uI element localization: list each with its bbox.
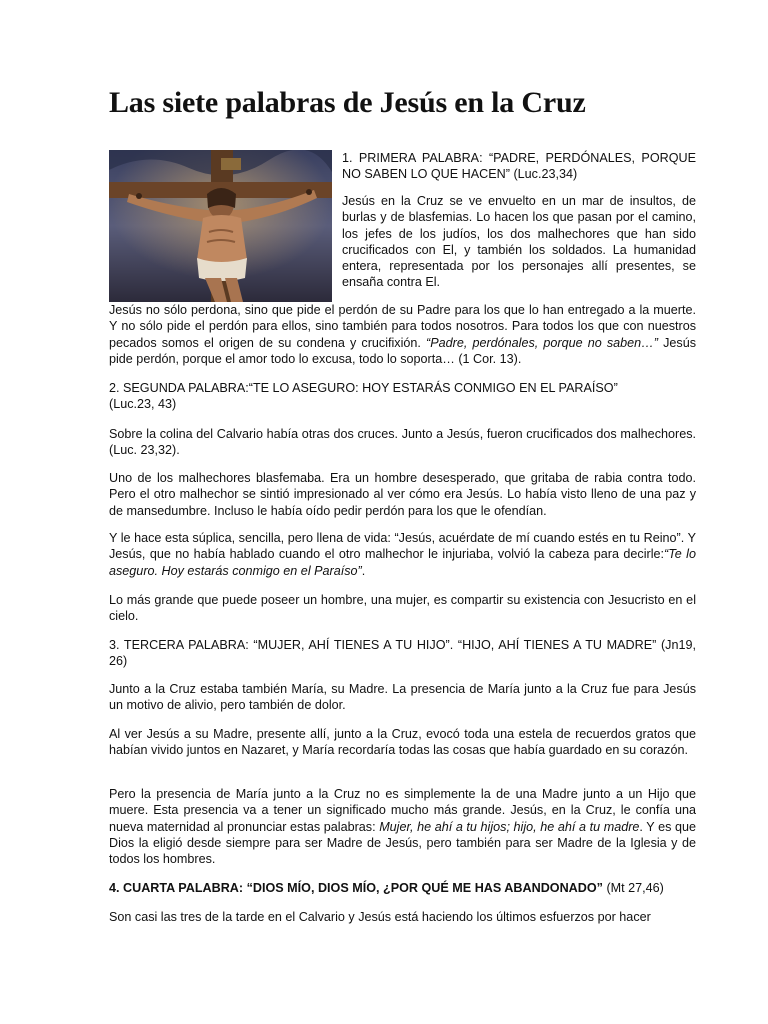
- section-1-heading-ref: (Luc.23,34): [513, 167, 578, 182]
- crucifix-image: [109, 150, 332, 302]
- section-3-paragraph-3-end: . Y es que Dios la eligió desde siempre para ser Madre de Jesús, pero también para ser Madre de la Iglesia y de todos los hombres.: [109, 819, 697, 867]
- section-2-paragraph-4: Lo más grande que puede poseer un hombre, una mujer, es compartir su existencia con Jesucristo en el cielo.: [109, 593, 696, 624]
- section-4-heading-text: 4. CUARTA PALABRA: “DIOS MÍO, DIOS MÍO, ¿POR QUÉ ME HAS ABANDONADO”: [109, 881, 603, 895]
- section-2-paragraph-3-text: Y le hace esta súplica, sencilla, pero llena de vida: “Jesús, acuérdate de mí cuando estés en tu Reino”. Y Jesús, que no había hablado cuando el otro malhechor le injuriaba, volvió la cabeza para decirle:: [109, 531, 696, 562]
- section-2-paragraph-3: [109, 530, 696, 579]
- page-title: Las siete palabras de Jesús en la Cruz: [109, 86, 586, 119]
- section-3-paragraph-3: [109, 786, 696, 867]
- section-1-paragraph-1: Jesús en la Cruz se ve envuelto en un mar de insultos, de burlas y de blasfemias. Lo hacen los que pasan por el camino, los jefes de los judíos, los dos malhechores que han sido crucificados con El, y también los soldados. La humanidad entera, representada por los personajes allí presentes, se ensaña contra El.: [342, 194, 696, 290]
- section-2-heading: [109, 380, 696, 413]
- section-2-heading-ref: (Luc.23, 43): [109, 397, 177, 412]
- section-3-heading-text: 3. TERCERA PALABRA: “MUJER, AHÍ TIENES A TU HIJO”. “HIJO, AHÍ TIENES A TU MADRE”: [109, 638, 657, 652]
- section-2-heading-text: 2. SEGUNDA PALABRA:“TE LO ASEGURO: HOY ESTARÁS CONMIGO EN EL PARAÍSO”: [109, 381, 618, 395]
- section-4-heading: [109, 880, 696, 896]
- section-2-paragraph-2: Uno de los malhechores blasfemaba. Era un hombre desesperado, que gritaba de rabia contra todo. Pero el otro malhechor se sintió impresionado al ver cómo era Jesús. Lo había visto lleno de una paz y de mansedumbre. Incluso le había oído pedir perdón para los que le ofendían.: [109, 471, 696, 518]
- section-2-quote: “Te lo aseguro. Hoy estarás conmigo en el Paraíso”: [109, 547, 696, 578]
- section-2-paragraph-1: Sobre la colina del Calvario había otras dos cruces. Junto a Jesús, fueron crucificados dos malhechores. (Luc. 23,32).: [109, 427, 696, 458]
- section-4-heading-ref: (Mt 27,46): [606, 881, 664, 895]
- section-1-paragraph-2-text: Jesús no sólo perdona, sino que pide el perdón de su Padre para los que lo han entregado a la muerte. Y no sólo pide el perdón para ellos, sino también para todos nosotros. Para todos los que con nuestros pecados somos el origen de su condena y crucifixión.: [109, 303, 696, 350]
- section-1-paragraph-2: [109, 302, 696, 367]
- section-4-paragraph-1: Son casi las tres de la tarde en el Calvario y Jesús está haciendo los últimos esfuerzos por hacer: [109, 910, 651, 924]
- section-3-heading-ref: (Jn19, 26): [109, 638, 696, 669]
- section-3-paragraph-1: Junto a la Cruz estaba también María, su Madre. La presencia de María junto a la Cruz fue para Jesús un motivo de alivio, pero también de dolor.: [109, 682, 696, 713]
- section-3-paragraph-3-text: Pero la presencia de María junto a la Cruz no es simplemente la de una Madre junto a un Hijo que muere. Esta presencia va a tener un significado mucho más grande. Jesús, en la Cruz, le confía una nueva maternidad al pronunciar estas palabras:: [109, 787, 696, 834]
- section-1-quote: “Padre, perdónales, porque no saben…”: [426, 335, 658, 350]
- section-1-heading: [342, 150, 696, 183]
- crucifix-painting-icon: [109, 150, 332, 302]
- section-1-paragraph-2-end: Jesús pide perdón, porque el amor todo lo excusa, todo lo soporta… (1 Cor. 13).: [109, 335, 696, 366]
- section-1-heading-text: 1. PRIMERA PALABRA: “PADRE, PERDÓNALES, PORQUE NO SABEN LO QUE HACEN”: [342, 151, 696, 182]
- section-3-quote: Mujer, he ahí a tu hijos; hijo, he ahí a tu madre: [379, 819, 640, 834]
- section-3-paragraph-2: Al ver Jesús a su Madre, presente allí, junto a la Cruz, evocó toda una estela de recuerdos gratos que habían vivido juntos en Nazaret, y María recordaría todas las cosas que había guardado en su corazón.: [109, 727, 696, 758]
- section-3-heading: [109, 637, 696, 670]
- section-2-paragraph-3-end: .: [361, 563, 366, 578]
